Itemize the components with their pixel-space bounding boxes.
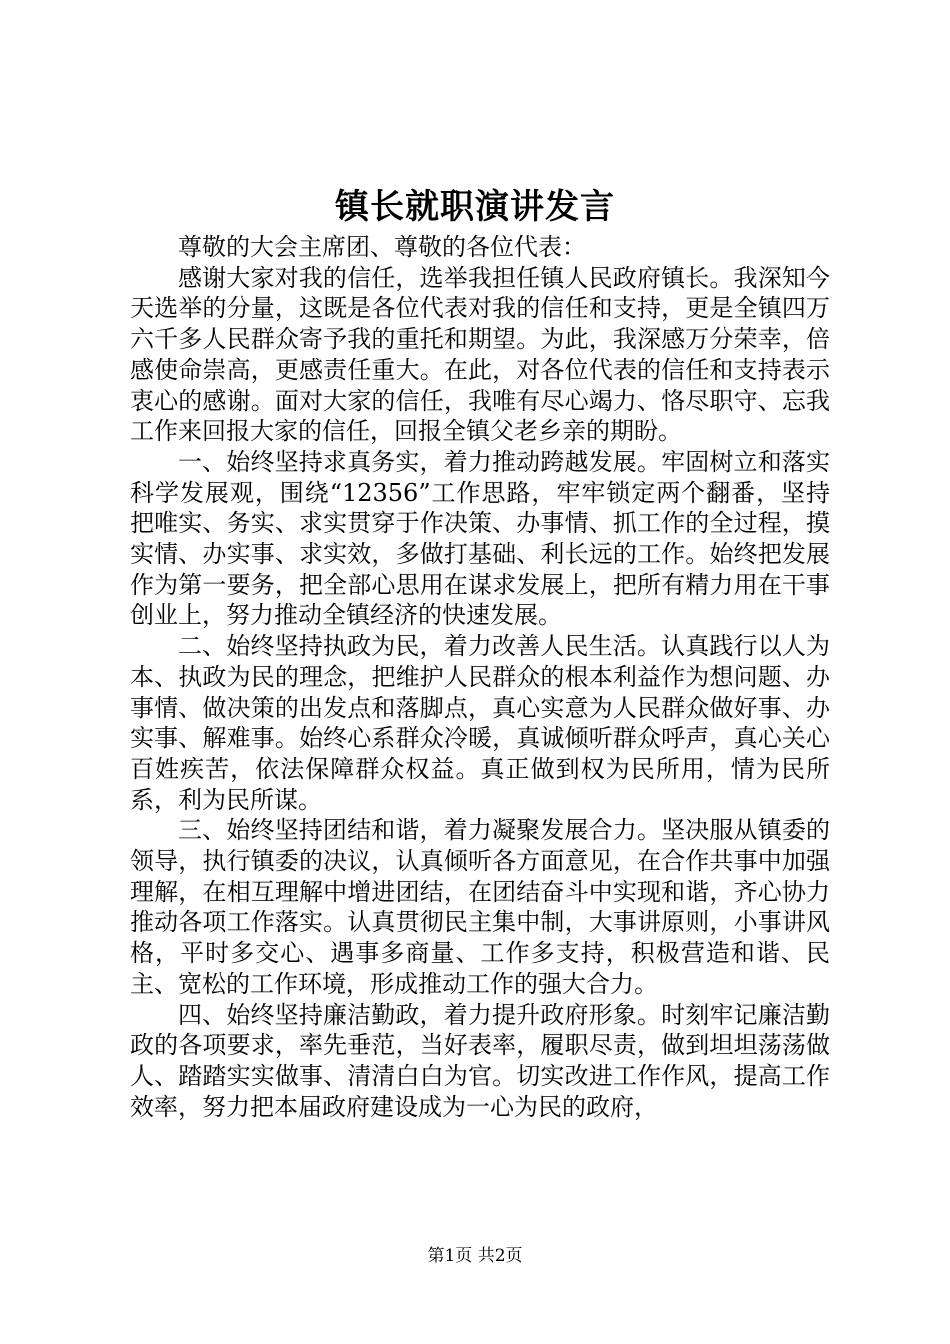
body-paragraph: 三、始终坚持团结和谐，着力凝聚发展合力。坚决服从镇委的领导，执行镇委的决议，认真倾听各方面意见，在合作共事中加强理解，在相互理解中增进团结，在团结奋斗中实现和谐，齐心协力推动各项工作落实。认真贯彻民主集中制，大事讲原则，小事讲风格，平时多交心、遇事多商量、工作多支持，积极营造和谐、民主、宽松的工作环境，形成推动工作的强大合力。: [130, 816, 830, 998]
body-paragraph: 二、始终坚持执政为民，着力改善人民生活。认真践行以人为本、执政为民的理念，把维护人民群众的根本利益作为想问题、办事情、做决策的出发点和落脚点，真心实意为人民群众做好事、办实事、解难事。始终心系群众冷暖，真诚倾听群众呼声，真心关心百姓疾苦，依法保障群众权益。真正做到权为民所用，情为民所系，利为民所谋。: [130, 632, 830, 814]
document-title: 镇长就职演讲发言: [335, 187, 615, 227]
page-number-footer: 第1页 共2页: [427, 1246, 523, 1266]
body-paragraph: 一、始终坚持求真务实，着力推动跨越发展。牢固树立和落实科学发展观，围绕“12356”工作思路，牢牢锁定两个翻番，坚持把唯实、务实、求实贯穿于作决策、办事情、抓工作的全过程，摸实情、办实事、求实效，多做打基础、利长远的工作。始终把发展作为第一要务，把全部心思用在谋求发展上，把所有精力用在干事创业上，努力推动全镇经济的快速发展。: [130, 447, 830, 630]
body-paragraph: 感谢大家对我的信任，选举我担任镇人民政府镇长。我深知今天选举的分量，这既是各位代表对我的信任和支持，更是全镇四万六千多人民群众寄予我的重托和期望。为此，我深感万分荣幸，倍感使命崇高，更感责任重大。在此，对各位代表的信任和支持表示衷心的感谢。面对大家的信任，我唯有尽心竭力、恪尽职守、忘我工作来回报大家的信任，回报全镇父老乡亲的期盼。: [130, 263, 830, 446]
document-body: [130, 232, 830, 1122]
body-paragraph: 四、始终坚持廉洁勤政，着力提升政府形象。时刻牢记廉洁勤政的各项要求，率先垂范，当好表率，履职尽责，做到坦坦荡荡做人、踏踏实实做事、清清白白为官。切实改进工作作风，提高工作效率，努力把本届政府建设成为一心为民的政府，: [130, 1000, 830, 1121]
salutation-paragraph: 尊敬的大会主席团、尊敬的各位代表：: [178, 233, 586, 261]
